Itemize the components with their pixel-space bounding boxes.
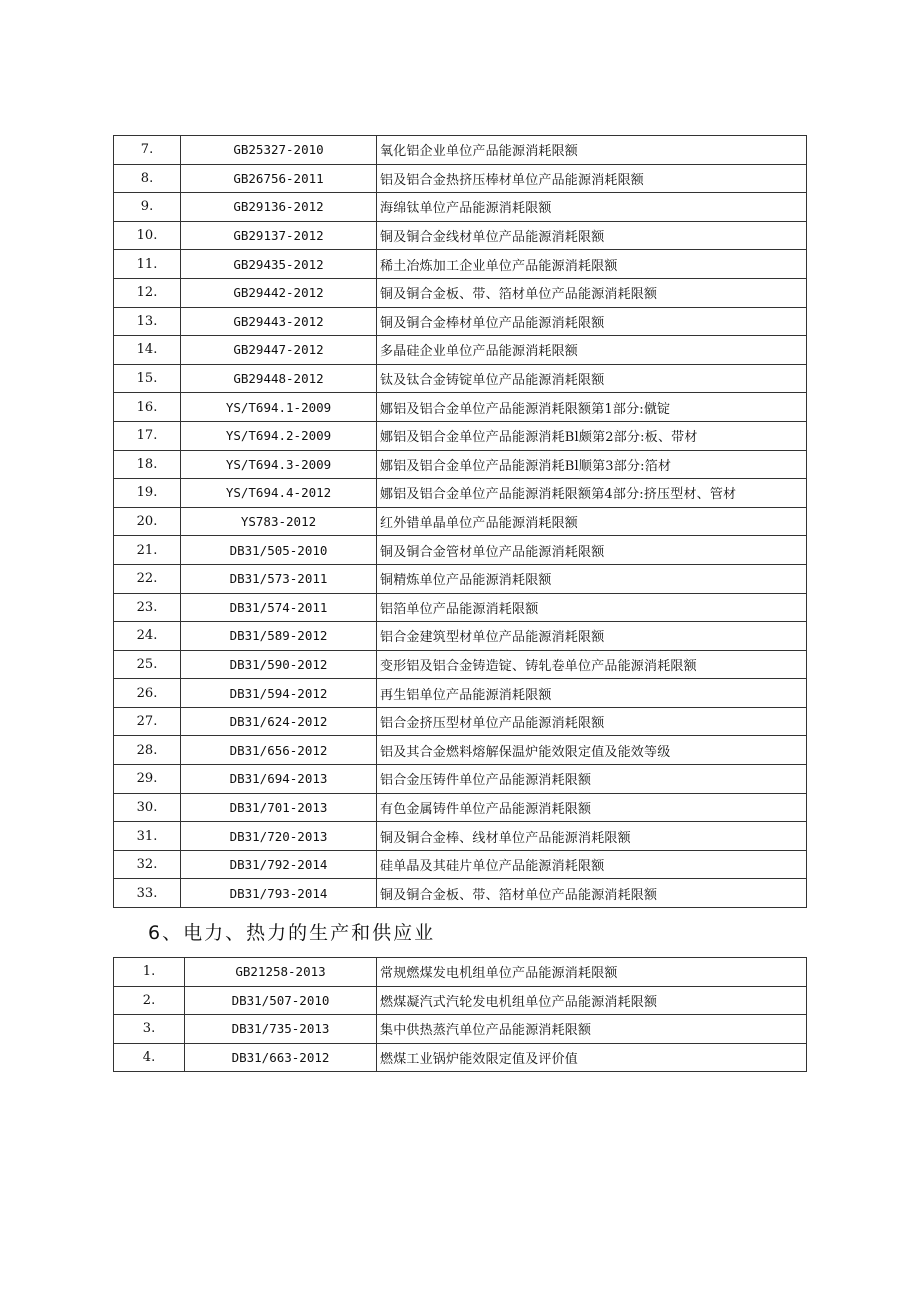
row-number: 18. bbox=[114, 450, 181, 479]
table-row bbox=[114, 958, 807, 987]
standard-code: DB31/720-2013 bbox=[181, 822, 377, 851]
standard-name: 燃煤凝汽式汽轮发电机组单位产品能源消耗限额 bbox=[377, 986, 807, 1015]
standard-code: DB31/589-2012 bbox=[181, 622, 377, 651]
table-row bbox=[114, 793, 807, 822]
standard-code: GB25327-2010 bbox=[181, 136, 377, 165]
table-row bbox=[114, 879, 807, 908]
row-number: 32. bbox=[114, 850, 181, 879]
standards-table-body bbox=[114, 136, 807, 908]
standard-name: 铜及铜合金板、带、箔材单位产品能源消耗限额 bbox=[377, 879, 807, 908]
row-number: 27. bbox=[114, 707, 181, 736]
standard-name: 铝合金压铸件单位产品能源消耗限额 bbox=[377, 765, 807, 794]
standard-name: 燃煤工业锅炉能效限定值及评价值 bbox=[377, 1043, 807, 1072]
standard-code: DB31/594-2012 bbox=[181, 679, 377, 708]
table-row bbox=[114, 707, 807, 736]
row-number: 11. bbox=[114, 250, 181, 279]
standard-name: 娜铝及铝合金单位产品能源消耗Bl顺第3部分:箔材 bbox=[377, 450, 807, 479]
row-number: 7. bbox=[114, 136, 181, 165]
standard-name: 硅单晶及其硅片单位产品能源消耗限额 bbox=[377, 850, 807, 879]
row-number: 17. bbox=[114, 421, 181, 450]
standard-code: YS/T694.3-2009 bbox=[181, 450, 377, 479]
standard-code: DB31/656-2012 bbox=[181, 736, 377, 765]
standard-name: 娜铝及铝合金单位产品能源消耗限额第4部分:挤压型材、管材 bbox=[377, 479, 807, 508]
table-row bbox=[114, 393, 807, 422]
table-row bbox=[114, 1015, 807, 1044]
table-row bbox=[114, 479, 807, 508]
row-number: 29. bbox=[114, 765, 181, 794]
standard-name: 常规燃煤发电机组单位产品能源消耗限额 bbox=[377, 958, 807, 987]
table-row bbox=[114, 507, 807, 536]
standard-code: GB29447-2012 bbox=[181, 336, 377, 365]
standard-code: GB29136-2012 bbox=[181, 193, 377, 222]
table-row bbox=[114, 650, 807, 679]
row-number: 3. bbox=[114, 1015, 185, 1044]
standard-name: 铜及铜合金线材单位产品能源消耗限额 bbox=[377, 221, 807, 250]
standards-table-body bbox=[114, 958, 807, 1072]
table-row bbox=[114, 593, 807, 622]
standard-name: 氧化铝企业单位产品能源消耗限额 bbox=[377, 136, 807, 165]
table-row bbox=[114, 1043, 807, 1072]
row-number: 31. bbox=[114, 822, 181, 851]
standard-code: GB21258-2013 bbox=[185, 958, 377, 987]
row-number: 2. bbox=[114, 986, 185, 1015]
standard-code: GB29448-2012 bbox=[181, 364, 377, 393]
table-row bbox=[114, 564, 807, 593]
row-number: 10. bbox=[114, 221, 181, 250]
standard-code: GB29137-2012 bbox=[181, 221, 377, 250]
row-number: 26. bbox=[114, 679, 181, 708]
table-row bbox=[114, 822, 807, 851]
standard-name: 多晶硅企业单位产品能源消耗限额 bbox=[377, 336, 807, 365]
row-number: 30. bbox=[114, 793, 181, 822]
row-number: 8. bbox=[114, 164, 181, 193]
table-row bbox=[114, 736, 807, 765]
row-number: 14. bbox=[114, 336, 181, 365]
standard-name: 铝合金挤压型材单位产品能源消耗限额 bbox=[377, 707, 807, 736]
table-row bbox=[114, 850, 807, 879]
row-number: 13. bbox=[114, 307, 181, 336]
standard-code: DB31/792-2014 bbox=[181, 850, 377, 879]
standard-name: 铝及铝合金热挤压棒材单位产品能源消耗限额 bbox=[377, 164, 807, 193]
table-row bbox=[114, 364, 807, 393]
row-number: 22. bbox=[114, 564, 181, 593]
standards-table-nonferrous bbox=[113, 135, 807, 908]
standard-code: DB31/793-2014 bbox=[181, 879, 377, 908]
table-row bbox=[114, 193, 807, 222]
standard-name: 铜精炼单位产品能源消耗限额 bbox=[377, 564, 807, 593]
table-row bbox=[114, 421, 807, 450]
row-number: 28. bbox=[114, 736, 181, 765]
row-number: 15. bbox=[114, 364, 181, 393]
table-row bbox=[114, 536, 807, 565]
standard-name: 铝及其合金燃料熔解保温炉能效限定值及能效等级 bbox=[377, 736, 807, 765]
standard-code: DB31/505-2010 bbox=[181, 536, 377, 565]
table-row bbox=[114, 278, 807, 307]
row-number: 4. bbox=[114, 1043, 185, 1072]
row-number: 1. bbox=[114, 958, 185, 987]
standard-code: DB31/507-2010 bbox=[185, 986, 377, 1015]
standard-name: 铜及铜合金管材单位产品能源消耗限额 bbox=[377, 536, 807, 565]
standard-name: 铜及铜合金棒材单位产品能源消耗限额 bbox=[377, 307, 807, 336]
section-heading-power-heat: 6、电力、热力的生产和供应业 bbox=[148, 922, 436, 944]
row-number: 12. bbox=[114, 278, 181, 307]
standard-code: GB29443-2012 bbox=[181, 307, 377, 336]
table-row bbox=[114, 307, 807, 336]
table-row bbox=[114, 336, 807, 365]
table-row bbox=[114, 622, 807, 651]
standard-name: 海绵钛单位产品能源消耗限额 bbox=[377, 193, 807, 222]
table-row bbox=[114, 450, 807, 479]
row-number: 23. bbox=[114, 593, 181, 622]
row-number: 24. bbox=[114, 622, 181, 651]
row-number: 19. bbox=[114, 479, 181, 508]
standard-code: DB31/663-2012 bbox=[185, 1043, 377, 1072]
standard-code: YS/T694.1-2009 bbox=[181, 393, 377, 422]
standard-name: 娜铝及铝合金单位产品能源消耗限额第1部分:僦锭 bbox=[377, 393, 807, 422]
standard-code: YS/T694.4-2012 bbox=[181, 479, 377, 508]
table-row bbox=[114, 221, 807, 250]
standard-name: 铜及铜合金棒、线材单位产品能源消耗限额 bbox=[377, 822, 807, 851]
standard-code: GB29435-2012 bbox=[181, 250, 377, 279]
standard-code: GB26756-2011 bbox=[181, 164, 377, 193]
table-row bbox=[114, 164, 807, 193]
standard-name: 有色金属铸件单位产品能源消耗限额 bbox=[377, 793, 807, 822]
row-number: 25. bbox=[114, 650, 181, 679]
standard-name: 集中供热蒸汽单位产品能源消耗限额 bbox=[377, 1015, 807, 1044]
standard-code: DB31/624-2012 bbox=[181, 707, 377, 736]
row-number: 16. bbox=[114, 393, 181, 422]
standard-code: YS/T694.2-2009 bbox=[181, 421, 377, 450]
table-row bbox=[114, 679, 807, 708]
table-row bbox=[114, 136, 807, 165]
standard-name: 铝箔单位产品能源消耗限额 bbox=[377, 593, 807, 622]
standard-name: 娜铝及铝合金单位产品能源消耗Bl颇第2部分:板、带材 bbox=[377, 421, 807, 450]
standard-name: 变形铝及铝合金铸造锭、铸轧卷单位产品能源消耗限额 bbox=[377, 650, 807, 679]
standard-name: 红外错单晶单位产品能源消耗限额 bbox=[377, 507, 807, 536]
table-row bbox=[114, 986, 807, 1015]
row-number: 20. bbox=[114, 507, 181, 536]
standard-name: 钛及钛合金铸锭单位产品能源消耗限额 bbox=[377, 364, 807, 393]
table-row bbox=[114, 250, 807, 279]
standard-code: DB31/694-2013 bbox=[181, 765, 377, 794]
standard-code: GB29442-2012 bbox=[181, 278, 377, 307]
standard-name: 稀土冶炼加工企业单位产品能源消耗限额 bbox=[377, 250, 807, 279]
standard-code: DB31/573-2011 bbox=[181, 564, 377, 593]
standard-name: 铜及铜合金板、带、箔材单位产品能源消耗限额 bbox=[377, 278, 807, 307]
standard-code: DB31/590-2012 bbox=[181, 650, 377, 679]
standard-name: 铝合金建筑型材单位产品能源消耗限额 bbox=[377, 622, 807, 651]
standard-code: DB31/574-2011 bbox=[181, 593, 377, 622]
standard-name: 再生铝单位产品能源消耗限额 bbox=[377, 679, 807, 708]
standards-table-power-heat bbox=[113, 957, 807, 1072]
standard-code: DB31/701-2013 bbox=[181, 793, 377, 822]
row-number: 33. bbox=[114, 879, 181, 908]
standard-code: DB31/735-2013 bbox=[185, 1015, 377, 1044]
row-number: 9. bbox=[114, 193, 181, 222]
table-row bbox=[114, 765, 807, 794]
row-number: 21. bbox=[114, 536, 181, 565]
standard-code: YS783-2012 bbox=[181, 507, 377, 536]
